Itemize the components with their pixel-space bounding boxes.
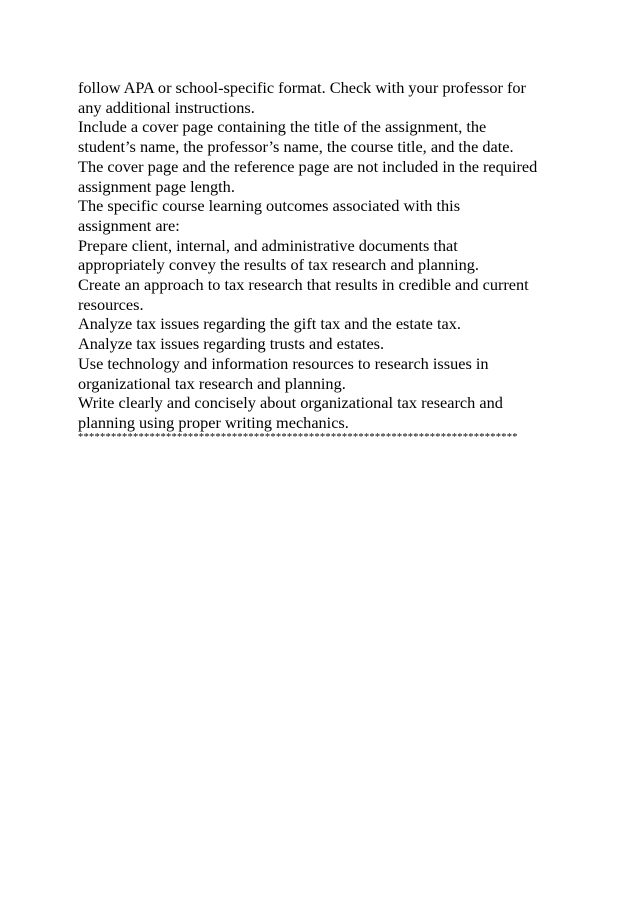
text-line: Write clearly and concisely about organizational tax research and: [78, 393, 503, 413]
document-body: [78, 78, 578, 442]
text-line: assignment are:: [78, 215, 180, 235]
text-line: planning using proper writing mechanics.: [78, 412, 349, 432]
text-line: follow APA or school-specific format. Check with your professor for: [78, 78, 526, 97]
text-line: Create an approach to tax research that results in credible and current: [78, 275, 529, 295]
text-line: appropriately convey the results of tax research and planning.: [78, 255, 480, 275]
text-line: Analyze tax issues regarding trusts and estates.: [78, 334, 385, 354]
text-line: Include a cover page containing the title of the assignment, the: [78, 117, 487, 137]
text-line: The specific course learning outcomes associated with this: [78, 196, 461, 216]
text-line: Analyze tax issues regarding the gift tax and the estate tax.: [78, 314, 461, 334]
text-line: The cover page and the reference page are not included in the required: [78, 156, 538, 176]
text-line: student’s name, the professor’s name, the course title, and the date.: [78, 137, 514, 157]
text-line: resources.: [78, 294, 144, 314]
asterisk-separator: ********************************************************************************: [78, 432, 518, 442]
text-line: Use technology and information resources to research issues in: [78, 353, 489, 373]
text-line: any additional instructions.: [78, 97, 255, 117]
text-line: assignment page length.: [78, 176, 235, 196]
text-line: Prepare client, internal, and administrative documents that: [78, 235, 458, 255]
text-line: organizational tax research and planning.: [78, 373, 346, 393]
